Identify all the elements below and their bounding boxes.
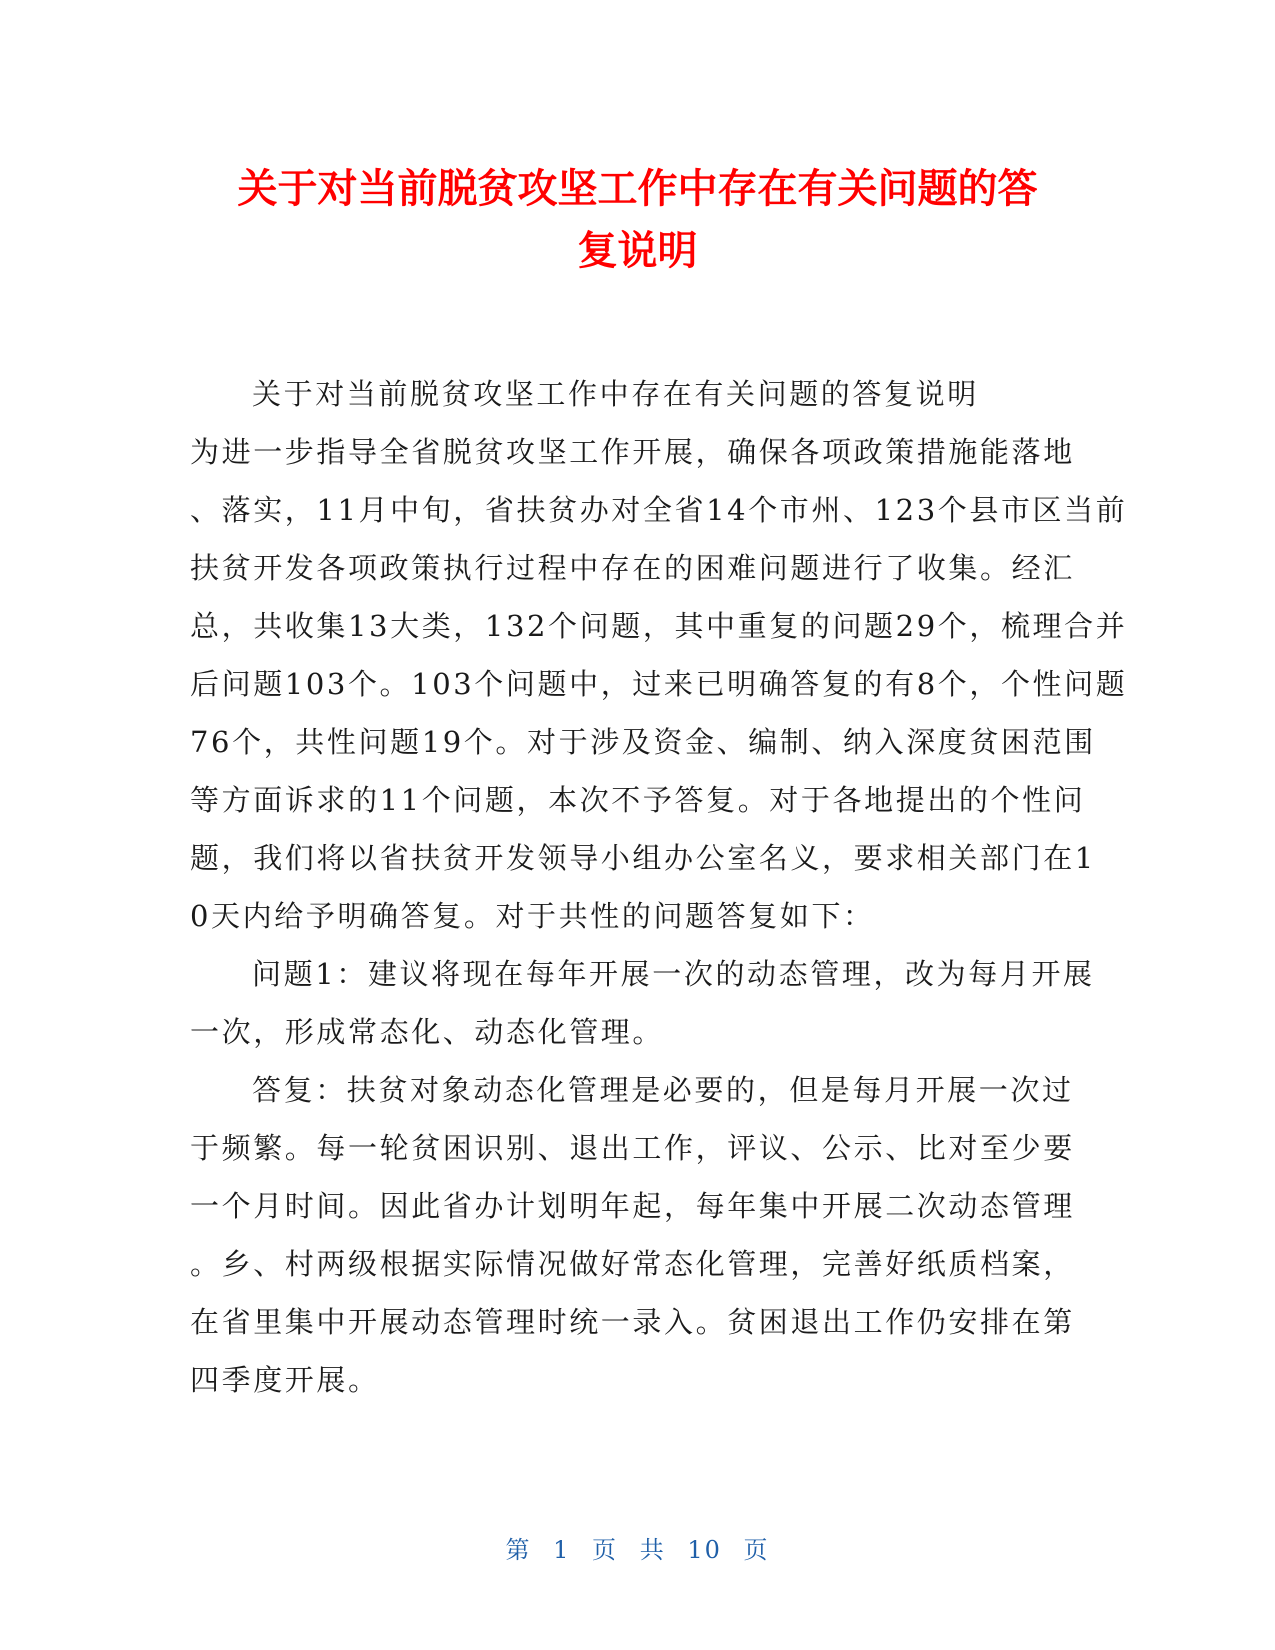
total-page-count: 10 bbox=[687, 1536, 722, 1564]
page-label-prefix: 第 bbox=[505, 1536, 532, 1564]
body-line: 问题1：建议将现在每年开展一次的动态管理，改为每月开展 bbox=[252, 957, 1095, 991]
document-title bbox=[150, 158, 1125, 282]
body-line: 答复：扶贫对象动态化管理是必要的，但是每月开展一次过 bbox=[252, 1073, 1074, 1107]
body-line: 扶贫开发各项政策执行过程中存在的困难问题进行了收集。经汇 bbox=[190, 551, 1075, 585]
body-line: 关于对当前脱贫攻坚工作中存在有关问题的答复说明 bbox=[252, 377, 979, 411]
body-line: 、落实，11月中旬，省扶贫办对全省14个市州、123个县市区当前 bbox=[190, 493, 1128, 527]
body-line: 一个月时间。因此省办计划明年起，每年集中开展二次动态管理 bbox=[190, 1189, 1075, 1223]
body-line: 于频繁。每一轮贫困识别、退出工作，评议、公示、比对至少要 bbox=[190, 1131, 1075, 1165]
title-line-1: 关于对当前脱贫攻坚工作中存在有关问题的答 bbox=[237, 166, 1038, 212]
body-line: 后问题103个。103个问题中，过来已明确答复的有8个，个性问题 bbox=[190, 667, 1128, 701]
body-line: 四季度开展。 bbox=[190, 1363, 380, 1397]
document-body bbox=[190, 365, 1128, 1409]
body-line: 等方面诉求的11个问题，本次不予答复。对于各地提出的个性问 bbox=[190, 783, 1086, 817]
body-line: 76个，共性问题19个。对于涉及资金、编制、纳入深度贫困范围 bbox=[190, 725, 1096, 759]
body-line: 。乡、村两级根据实际情况做好常态化管理，完善好纸质档案， bbox=[190, 1247, 1075, 1281]
body-line: 题，我们将以省扶贫开发领导小组办公室名义，要求相关部门在1 bbox=[190, 841, 1096, 875]
total-label-suffix: 页 bbox=[743, 1536, 770, 1564]
body-line: 一次，形成常态化、动态化管理。 bbox=[190, 1015, 665, 1049]
page-footer bbox=[0, 1530, 1275, 1565]
body-line: 在省里集中开展动态管理时统一录入。贫困退出工作仍安排在第 bbox=[190, 1305, 1075, 1339]
page-label-mid: 页 bbox=[592, 1536, 619, 1564]
body-line: 0天内给予明确答复。对于共性的问题答复如下： bbox=[190, 899, 875, 933]
current-page-number: 1 bbox=[553, 1536, 571, 1564]
title-line-2: 复说明 bbox=[577, 228, 698, 274]
body-line: 总，共收集13大类，132个问题，其中重复的问题29个，梳理合并 bbox=[190, 609, 1128, 643]
body-line: 为进一步指导全省脱贫攻坚工作开展，确保各项政策措施能落地 bbox=[190, 435, 1075, 469]
total-label-prefix: 共 bbox=[639, 1536, 666, 1564]
